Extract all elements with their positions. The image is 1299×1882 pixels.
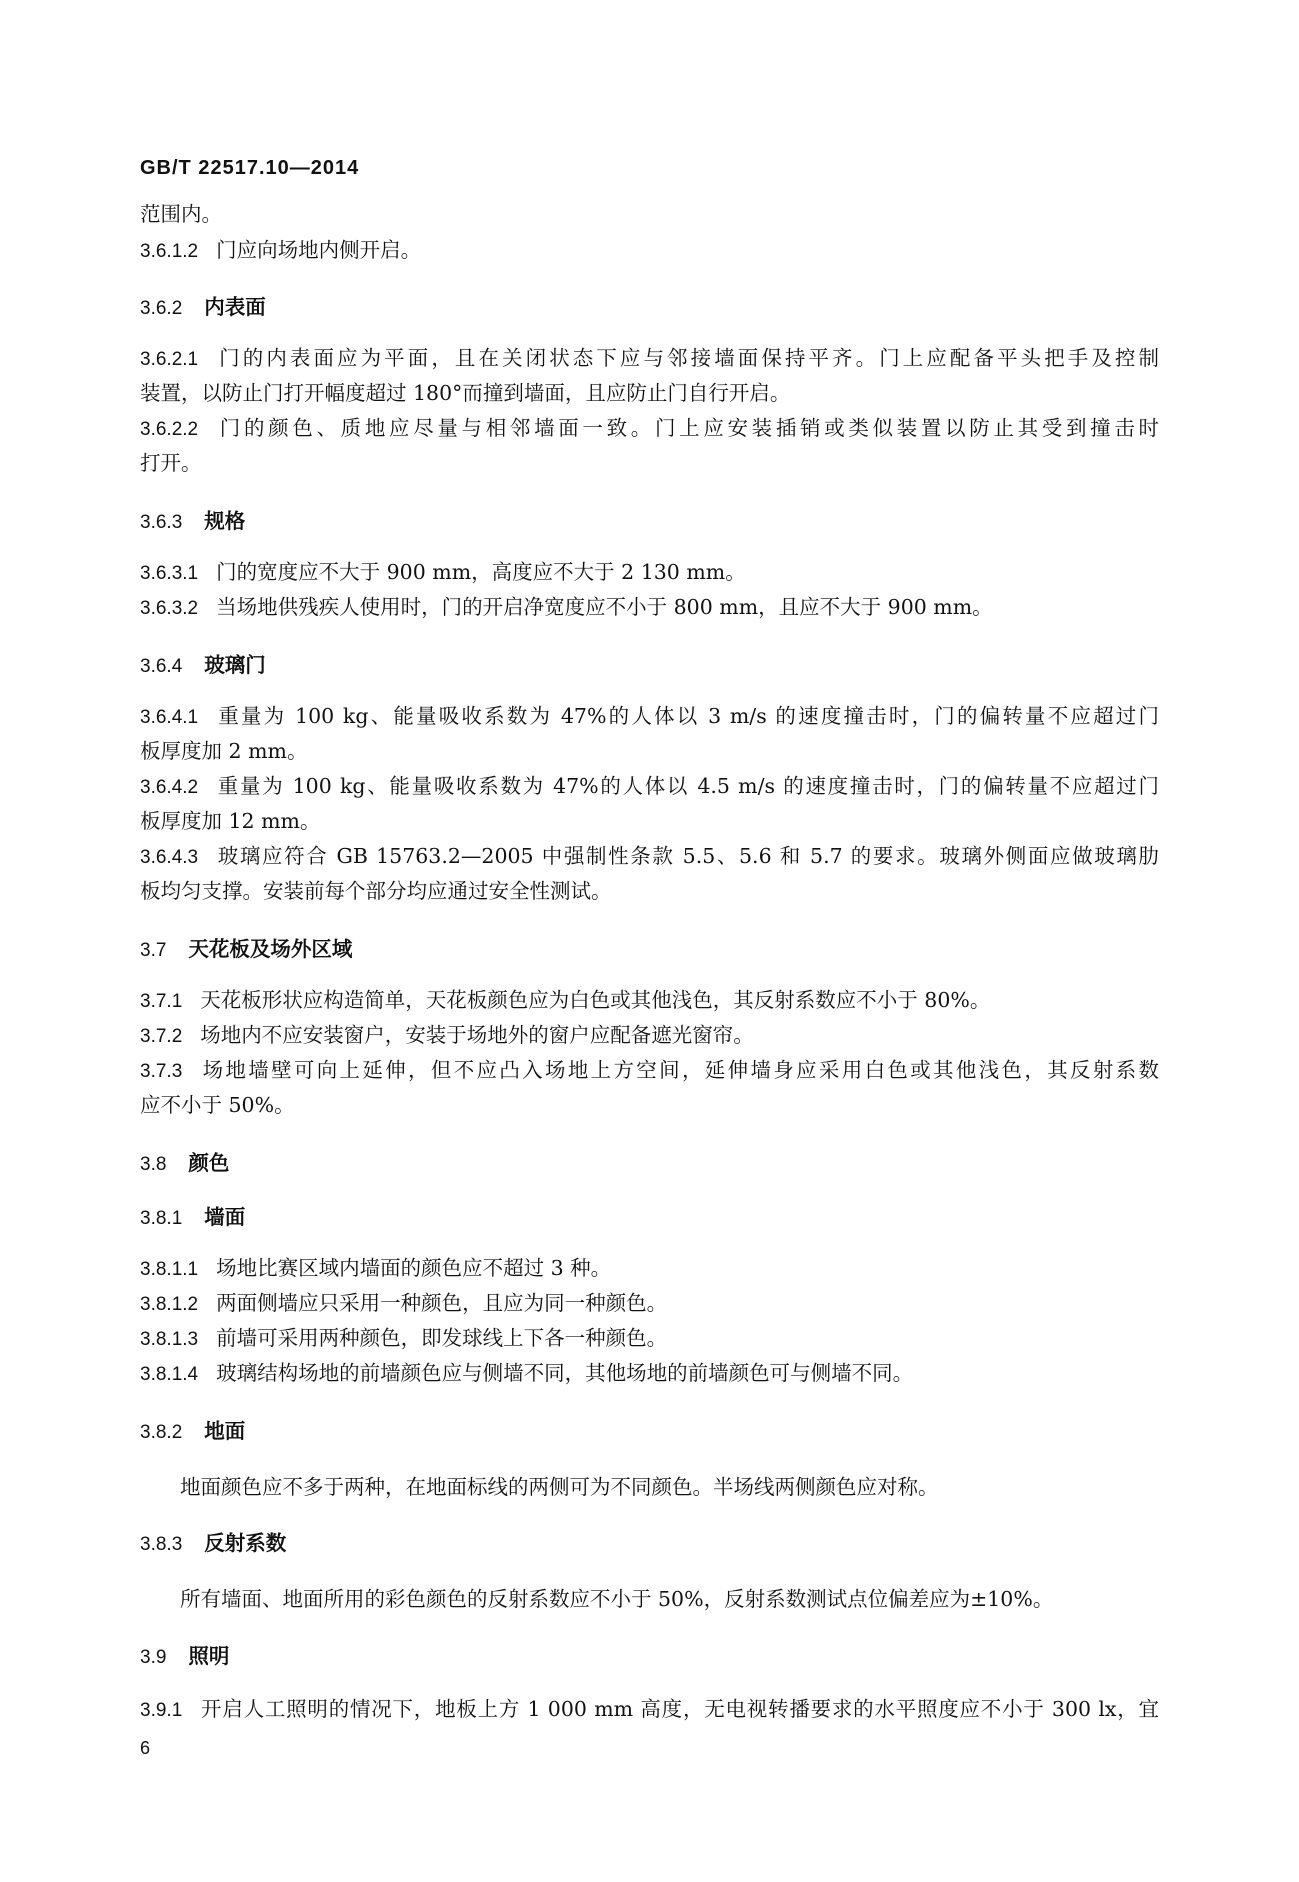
section-title: 玻璃门 — [204, 653, 266, 677]
section-title: 天花板及场外区域 — [188, 937, 353, 961]
clause-line — [140, 1358, 1159, 1390]
section-heading — [140, 1202, 1159, 1234]
section-title: 照明 — [188, 1644, 230, 1668]
paragraph-line — [140, 378, 1159, 408]
clause-text: 重量为 100 kg、能量吸收系数为 47%的人体以 3 m/s 的速度撞击时，门的偏转量不应超过门 — [216, 704, 1159, 728]
clause-number: 3.6.3.2 — [140, 598, 199, 619]
section-title: 反射系数 — [204, 1531, 287, 1555]
paragraph-line — [140, 736, 1159, 766]
clause-text: 玻璃应符合 GB 15763.2—2005 中强制性条款 5.5、5.6 和 5.7 的要求。玻璃外侧面应做玻璃肋 — [216, 844, 1159, 868]
clause-text: 重量为 100 kg、能量吸收系数为 47%的人体以 4.5 m/s 的速度撞击时，门的偏转量不应超过门 — [216, 774, 1159, 798]
line-text: 应不小于 50%。 — [140, 1093, 295, 1117]
clause-number: 3.7.2 — [140, 1026, 183, 1047]
section-number: 3.6.2 — [140, 298, 183, 319]
clause-line — [140, 557, 1159, 589]
clause-number: 3.8.1.3 — [140, 1329, 199, 1350]
clause-text: 场地内不应安装窗户，安装于场地外的窗户应配备遮光窗帘。 — [200, 1023, 754, 1047]
section-heading — [140, 650, 1159, 682]
clause-line — [140, 985, 1159, 1017]
line-text: 板均匀支撑。安装前每个部分均应通过安全性测试。 — [140, 879, 612, 903]
section-number: 3.7 — [140, 940, 167, 961]
section-title: 墙面 — [204, 1205, 246, 1229]
clause-text: 当场地供残疾人使用时，门的开启净宽度应不小于 800 mm，且应不大于 900 mm。 — [216, 595, 993, 619]
clause-number: 3.6.3.1 — [140, 563, 199, 584]
clause-line — [140, 771, 1159, 803]
clause-text: 门的颜色、质地应尽量与相邻墙面一致。门上应安装插销或类似装置以防止其受到撞击时 — [216, 416, 1159, 440]
clause-text: 天花板形状应构造简单，天花板颜色应为白色或其他浅色，其反射系数应不小于 80%。 — [200, 988, 991, 1012]
section-number: 3.9 — [140, 1647, 167, 1668]
clause-line — [140, 1288, 1159, 1320]
section-heading — [140, 292, 1159, 324]
clause-number: 3.8.1.1 — [140, 1259, 199, 1280]
clause-line — [140, 1055, 1159, 1087]
section-heading — [140, 1416, 1159, 1448]
clause-line — [140, 1323, 1159, 1355]
clause-text: 两面侧墙应只采用一种颜色，且应为同一种颜色。 — [216, 1291, 668, 1315]
paragraph-line — [140, 448, 1159, 478]
clause-number: 3.6.2.1 — [140, 349, 199, 370]
clause-text: 前墙可采用两种颜色，即发球线上下各一种颜色。 — [216, 1326, 668, 1350]
clause-line — [140, 1694, 1159, 1726]
clause-number: 3.8.1.2 — [140, 1294, 199, 1315]
page-number: 6 — [140, 1738, 151, 1758]
line-text: 板厚度加 12 mm。 — [140, 809, 321, 833]
section-number: 3.8.3 — [140, 1534, 183, 1555]
section-title: 规格 — [204, 509, 246, 533]
section-number: 3.6.3 — [140, 512, 183, 533]
clause-number: 3.9.1 — [140, 1700, 183, 1721]
line-text: 打开。 — [140, 451, 202, 475]
clause-number: 3.7.1 — [140, 991, 183, 1012]
paragraph-line — [180, 1584, 1159, 1614]
clause-number: 3.6.4.3 — [140, 847, 199, 868]
section-title: 内表面 — [204, 295, 266, 319]
clause-line — [140, 1020, 1159, 1052]
paragraph-line — [140, 199, 1159, 229]
paragraph-line — [140, 806, 1159, 836]
clause-line — [140, 1253, 1159, 1285]
clause-text: 门的内表面应为平面，且在关闭状态下应与邻接墙面保持平齐。门上应配备平头把手及控制 — [216, 346, 1159, 370]
section-number: 3.8 — [140, 1154, 167, 1175]
section-title: 地面 — [204, 1419, 246, 1443]
section-heading — [140, 1148, 1159, 1180]
section-heading — [140, 934, 1159, 966]
section-title: 颜色 — [188, 1151, 230, 1175]
clause-line — [140, 235, 1159, 267]
section-number: 3.8.2 — [140, 1422, 183, 1443]
clause-number: 3.6.4.2 — [140, 777, 199, 798]
clause-text: 场地墙壁可向上延伸，但不应凸入场地上方空间，延伸墙身应采用白色或其他浅色，其反射系数 — [200, 1058, 1159, 1082]
line-text: 装置，以防止门打开幅度超过 180°而撞到墙面，且应防止门自行开启。 — [140, 381, 791, 405]
clause-text: 门的宽度应不大于 900 mm，高度应不大于 2 130 mm。 — [216, 560, 746, 584]
clause-line — [140, 701, 1159, 733]
clause-number: 3.7.3 — [140, 1061, 183, 1082]
clause-number: 3.8.1.4 — [140, 1364, 199, 1385]
clause-line — [140, 343, 1159, 375]
clause-text: 开启人工照明的情况下，地板上方 1 000 mm 高度，无电视转播要求的水平照度应不小于 300 lx，宜 — [200, 1697, 1160, 1721]
section-heading — [140, 1641, 1159, 1673]
clause-line — [140, 592, 1159, 624]
clause-number: 3.6.4.1 — [140, 707, 199, 728]
clause-number: 3.6.1.2 — [140, 241, 199, 262]
section-heading — [140, 506, 1159, 538]
clause-text: 场地比赛区域内墙面的颜色应不超过 3 种。 — [216, 1256, 612, 1280]
line-text: 范围内。 — [140, 202, 222, 226]
clause-text: 玻璃结构场地的前墙颜色应与侧墙不同，其他场地的前墙颜色可与侧墙不同。 — [216, 1361, 914, 1385]
paragraph-line — [180, 1472, 1159, 1502]
paragraph-line — [140, 876, 1159, 906]
clause-line — [140, 413, 1159, 445]
line-text: 板厚度加 2 mm。 — [140, 739, 308, 763]
section-heading — [140, 1528, 1159, 1560]
section-number: 3.8.1 — [140, 1208, 183, 1229]
clause-text: 门应向场地内侧开启。 — [216, 238, 422, 262]
paragraph-line — [140, 1090, 1159, 1120]
document-code: GB/T 22517.10—2014 — [140, 157, 360, 179]
section-number: 3.6.4 — [140, 656, 183, 677]
clause-line — [140, 841, 1159, 873]
line-text: 所有墙面、地面所用的彩色颜色的反射系数应不小于 50%，反射系数测试点位偏差应为±10%。 — [180, 1587, 1054, 1611]
clause-number: 3.6.2.2 — [140, 419, 199, 440]
line-text: 地面颜色应不多于两种，在地面标线的两侧可为不同颜色。半场线两侧颜色应对称。 — [180, 1475, 939, 1499]
